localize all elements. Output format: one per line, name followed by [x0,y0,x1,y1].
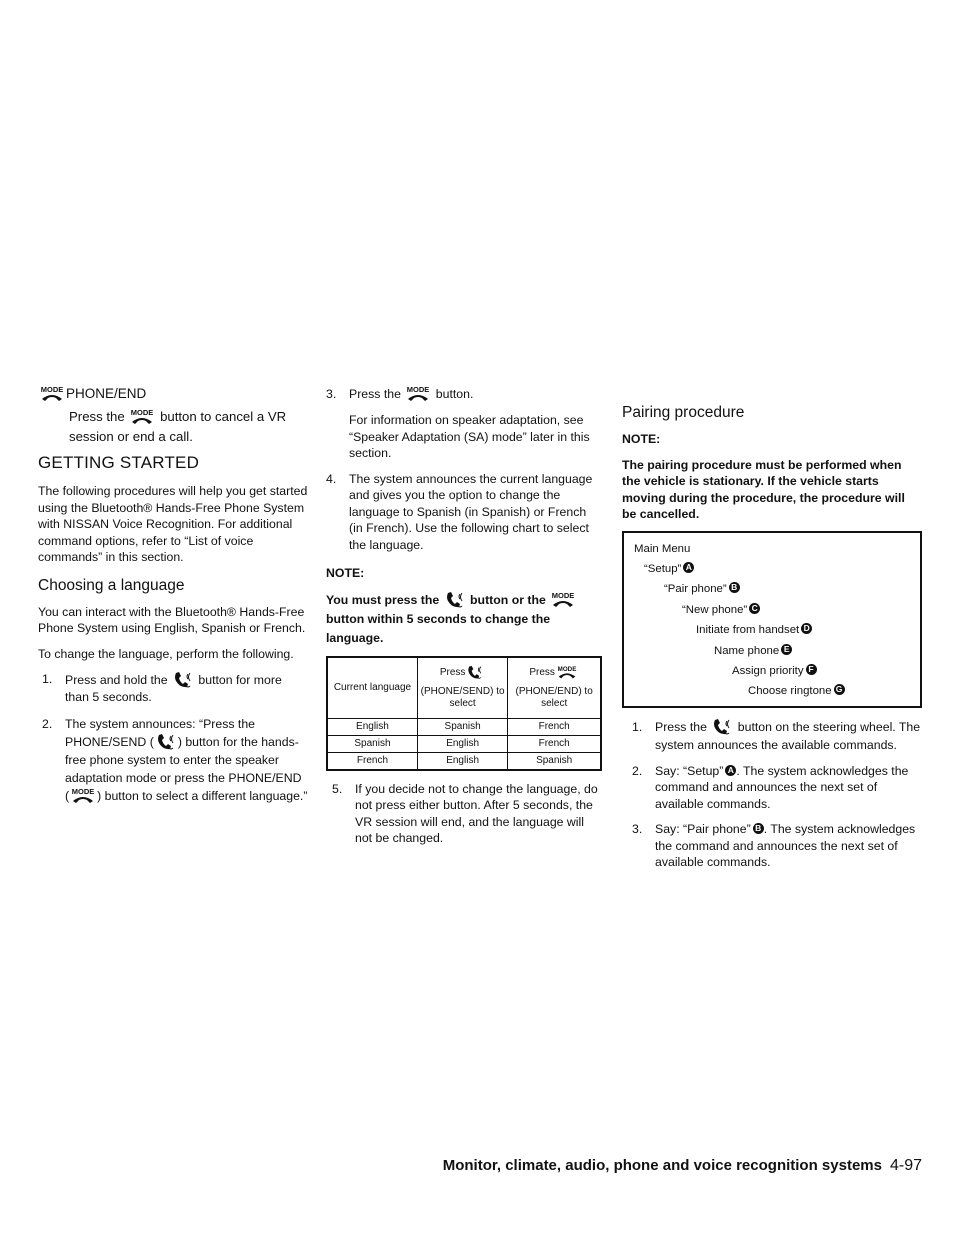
pairing-heading: Pairing procedure [622,404,745,421]
mode-hang-up-icon [555,665,579,680]
step-3: 3. Press the button. [326,387,474,401]
page-number: 4-97 [889,1157,922,1174]
choosing-language-text: You can interact with the Bluetooth® Hands-Free Phone System using English, Spanish or French. [38,604,306,635]
phone-end-description: Press the button to cancel a VR session or end a call. [69,409,287,444]
callout-marker: E [781,644,792,655]
callout-marker: G [834,684,845,695]
table-row: French English Spanish [327,752,601,770]
callout-marker: B [753,823,764,834]
menu-item: Assign priority F [634,661,912,681]
phone-end-heading: PHONE/END [38,385,308,403]
menu-item: “Pair phone” B [634,579,912,599]
menu-item: Name phone E [634,641,912,661]
choosing-language-heading: Choosing a language [38,576,185,594]
column-left [38,385,308,814]
mode-hang-up-icon [404,385,432,403]
phone-talk-icon [171,671,195,689]
phone-talk-icon [154,733,178,751]
table-header-current: Current language [327,657,417,719]
step-3-info: For information on speaker adaptation, see “Speaker Adaptation (SA) mode” later in this section. [349,413,590,460]
menu-title: Main Menu [634,542,691,555]
getting-started-text: The following procedures will help you get started using the Bluetooth® Hands-Free Phone System with NISSAN Voice Recognition. For additional command options, refer to “List of voice commands” in this section. [38,484,308,564]
language-table [326,656,602,771]
column-right [622,385,922,880]
step-2: 2. The system announces: “Press the PHONE/SEND ( ) button for the hands-free phone system to enter the speaker adaptation mode or press the PHONE/END ( ) button to select a different language.” [42,716,308,803]
pair-step-2: 2. Say: “Setup” A . The system acknowledges the command and announces the next set of available commands. [632,763,909,811]
callout-marker: A [683,562,694,573]
callout-marker: A [725,765,736,776]
note-label: NOTE: [326,566,365,580]
menu-item: Choose ringtone G [634,681,912,701]
callout-marker: B [729,582,740,593]
phone-talk-icon [710,718,734,736]
phone-talk-icon [443,591,467,609]
pairing-note-label: NOTE: [622,432,661,446]
menu-item: “New phone” C [634,600,912,620]
mode-hang-up-icon [549,591,577,609]
table-header-end: Press (PHONE/END) to select [508,657,601,719]
getting-started-heading: GETTING STARTED [38,453,200,472]
menu-tree [622,531,922,708]
note-text: You must press the button or the button within 5 seconds to change the language. [326,591,602,648]
pairing-note-text: The pairing procedure must be performed when the vehicle is stationary. If the vehicle starts moving during the procedure, the procedure will be cancelled. [622,457,905,521]
table-header-send: Press (PHONE/SEND) to select [417,657,507,719]
menu-item: “Setup” A [634,559,912,579]
phone-talk-icon [465,665,485,680]
change-language-text: To change the language, perform the following. [38,646,294,661]
mode-hang-up-icon [69,787,97,805]
callout-marker: C [749,603,760,614]
footer-title: Monitor, climate, audio, phone and voice recognition systems [442,1157,882,1174]
table-header-row [327,657,601,719]
step-1: 1. Press and hold the button for more than 5 seconds. [42,672,282,704]
menu-item: Initiate from handset D [634,620,912,640]
callout-marker: F [806,664,817,675]
pair-step-1: 1. Press the button on the steering wheel. The system announces the available commands. [632,719,921,752]
table-row: English Spanish French [327,718,601,735]
table-row: Spanish English French [327,735,601,752]
pair-step-3: 3. Say: “Pair phone” B . The system acknowledges the command and announces the next set of available commands. [632,822,916,870]
page-footer [443,1157,922,1175]
callout-marker: D [801,623,812,634]
step-4: 4. The system announces the current language and gives you the option to change the language to Spanish (in Spanish) or French (in French). Use the following chart to select the language. [326,471,593,552]
step-5: 5. If you decide not to change the language, do not press either button. After 5 seconds, the VR session will end, and the language will not be changed. [332,781,598,845]
mode-hang-up-icon [38,385,66,403]
column-middle [326,385,602,856]
mode-hang-up-icon [128,408,156,426]
